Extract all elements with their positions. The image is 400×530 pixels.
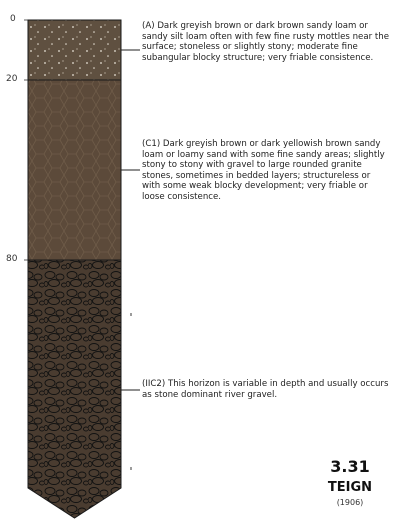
profile-name: TEIGN (327, 480, 373, 495)
horizon-a-layer (28, 20, 121, 80)
horizon-iic2-description: (IIC2) This horizon is variable in depth and usually occurs as stone dominant river gravel. (142, 379, 389, 400)
horizon-iic2-layer (28, 260, 121, 518)
profile-number: 3.31 (330, 457, 370, 476)
profile-year: (1906) (336, 498, 364, 507)
depth-label-0: 0 (10, 14, 16, 24)
depth-label-20: 20 (6, 74, 18, 84)
horizon-a-description: (A) Dark greyish brown or dark brown sandy loam or sandy silt loam often with few fine rusty mottles near the surface; stoneless or slightly stony; moderate fine subangular blocky structure; very friable consistence. (142, 21, 389, 63)
horizon-c1-description: (C1) Dark greyish brown or dark yellowish brown sandy loam or loamy sand with some fine sandy areas; slightly stony to stony with gravel to large rounded granite stones, sometimes in bedded layers; structureless or with some weak blocky development; very friable or loose consistence. (142, 139, 385, 202)
horizon-c1-layer (28, 80, 121, 260)
depth-label-80: 80 (6, 254, 18, 264)
